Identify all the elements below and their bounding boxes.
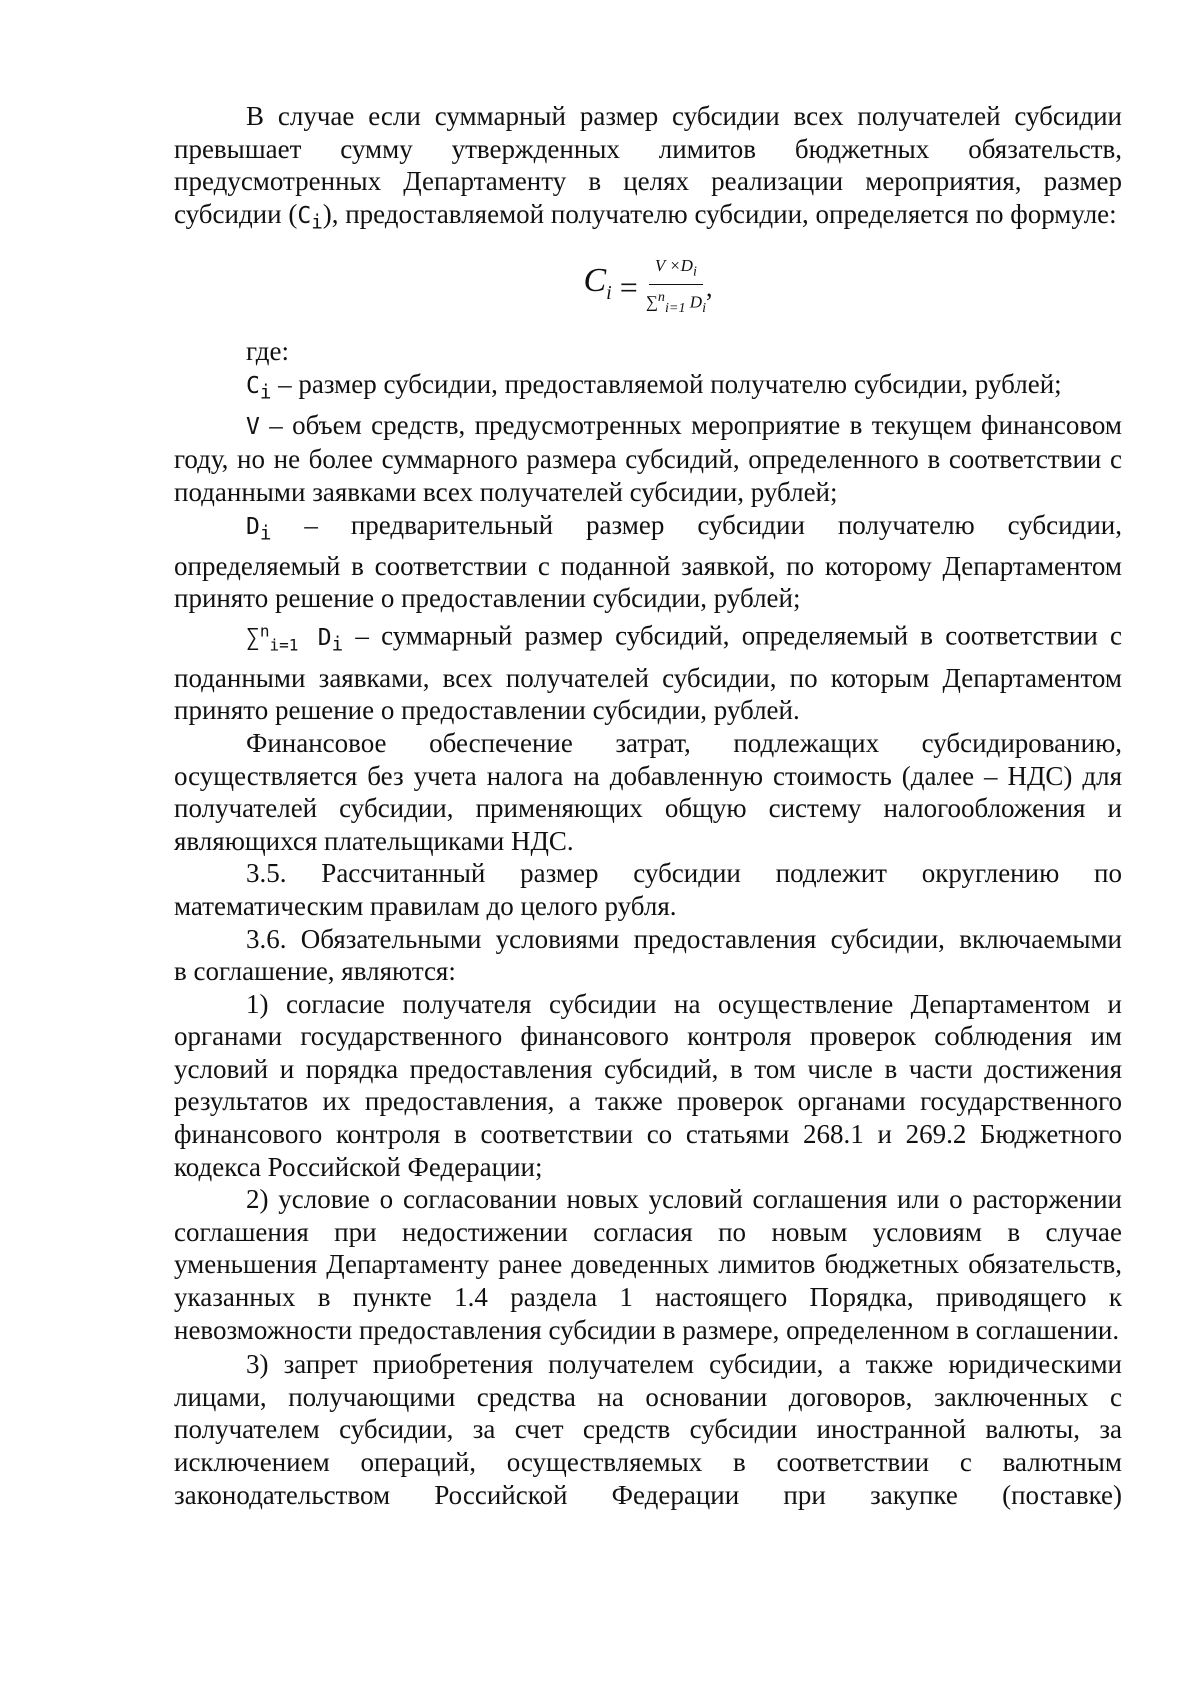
v-symbol: V xyxy=(246,413,260,440)
subsidy-formula xyxy=(174,239,1122,335)
paragraph-finance: Финансовое обеспечение затрат, подлежащих субсидированию, осуществляется без учета налога на добавленную стоимость (далее – НДС) для получателей субсидии, применяющих общую систему налогообложения и являющихся плательщиками НДС. xyxy=(174,727,1122,856)
ci-definition-symbol: $C_i$ xyxy=(246,372,272,404)
formula-fraction xyxy=(646,256,706,317)
definition-ci: $C_i$ – размер субсидии, предоставляемой получателю субсидии, рублей; xyxy=(246,368,1062,404)
paragraph-intro: В случае если суммарный размер субсидии всех получателей субсидии превышает сумму утвержденных лимитов бюджетных обязательств, предусмотренных Департаменту в целях реализации мероприятия, размер субсидии $(C_i)$, предоставляемой получателю субсидии, определяется по формуле: xyxy=(174,101,1122,234)
list-item-1: 1) согласие получателя субсидии на осуществление Департаментом и органами государственного финансового контроля проверок соблюдения им условий и порядка предоставления субсидий, в том числе в части достижения результатов их предоставления, а также проверок органами государственного финансового контроля в соответствии со статьями 268.1 и 269.2 Бюджетного кодекса Российской Федерации; xyxy=(174,988,1122,1182)
formula-numerator: $V \times D_i$ xyxy=(649,256,703,284)
paragraph-3-6-heading: 3.6. Обязательными условиями предоставления субсидии, включаемыми xyxy=(246,923,1122,954)
list-item-3: 3) запрет приобретения получателем субсидии, а также юридическими лицами, получающими средства на основании договоров, заключенных с получателем субсидии, за счет средств субсидии иностранной валюты, за исключением операций, осуществляемых в соответствии с валютным законодательством Российской Федерации при закупке (поставке) xyxy=(174,1349,1122,1510)
di-symbol: $D_i$ xyxy=(246,513,272,545)
sum-symbol: ∑$^n_{i=1}$ $D_i$ xyxy=(246,620,344,656)
definition-di: $D_i$ – предварительный размер субсидии получателю субсидии, определяемый в соответствии с поданной заявкой, по которому Департаментом принято решение о предоставлении субсидии, рублей; xyxy=(174,509,1122,614)
paragraph-3-5: 3.5. Рассчитанный размер субсидии подлежит округлению по математическим правилам до целого рубля. xyxy=(174,858,1122,921)
paragraph-3-6-continuation: в соглашение, являются: xyxy=(174,956,456,987)
ci-symbol: $C_i$ xyxy=(297,202,323,234)
document-page xyxy=(174,100,1122,1511)
formula-denominator: ∑$^n_{i=1}$ $D_i$ xyxy=(645,288,707,316)
formula-comma: , xyxy=(706,273,713,303)
list-item-2: 2) условие о согласовании новых условий соглашения или о расторжении соглашения при недостижении согласия по новым условиям в случае уменьшения Департаменту ранее доведенных лимитов бюджетных обязательств, указанных в пункте 1.4 раздела 1 настоящего Порядка, приводящего к невозможности предоставления субсидии в размере, определенном в соглашении. xyxy=(174,1184,1122,1345)
definition-sum: ∑$^n_{i=1}$ $D_i$ – суммарный размер субсидий, определяемый в соответствии с поданными заявками, всех получателей субсидии, по которым Департаментом принято решение о предоставлении субсидии, рублей. xyxy=(174,620,1122,726)
formula-equals: = xyxy=(619,268,638,305)
where-label: где: xyxy=(246,335,289,366)
definition-v: V – объем средств, предусмотренных мероприятие в текущем финансовом году, но не более суммарного размера субсидий, определенного в соответствии с поданными заявками всех получателей субсидии, рублей; xyxy=(174,409,1122,507)
formula-lhs: $C_i$ xyxy=(583,261,612,304)
